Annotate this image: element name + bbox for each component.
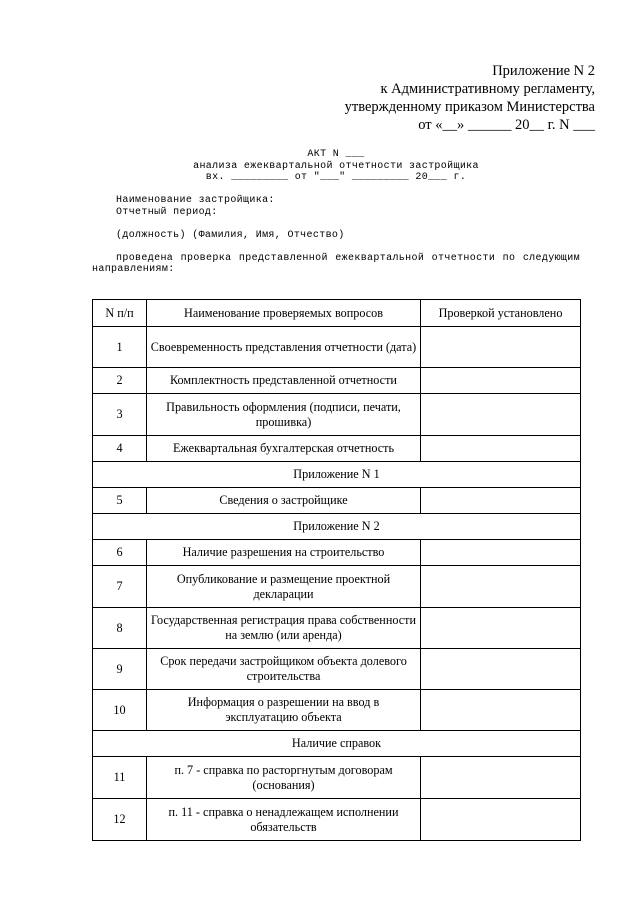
row-result (421, 566, 581, 608)
table-row (93, 649, 581, 690)
table-row (93, 394, 581, 436)
act-subtitle: анализа ежеквартальной отчетности застройщика (193, 160, 479, 172)
row-number: 2 (93, 368, 147, 394)
table-row (93, 436, 581, 462)
row-result (421, 757, 581, 799)
table-row (93, 368, 581, 394)
table-row (93, 566, 581, 608)
row-number: 9 (93, 649, 147, 690)
row-result (421, 540, 581, 566)
act-incoming: вх. _________ от "___" _________ 20___ г. (205, 172, 467, 183)
section-label: Приложение N 1 (93, 462, 581, 488)
row-question: Ежеквартальная бухгалтерская отчетность (147, 436, 421, 462)
row-number: 3 (93, 394, 147, 436)
section-label: Наличие справок (93, 731, 581, 757)
table-row (93, 488, 581, 514)
row-result (421, 436, 581, 462)
act-intro: проведена проверка представленной ежеквартальной отчетности по следующим направлениям: (92, 252, 580, 275)
appendix-number: Приложение N 2 (492, 63, 595, 79)
row-result (421, 799, 581, 841)
row-result (421, 690, 581, 731)
table-row (93, 540, 581, 566)
inspection-table (92, 299, 581, 841)
row-number: 10 (93, 690, 147, 731)
table-row (93, 608, 581, 649)
row-number: 4 (93, 436, 147, 462)
row-number: 7 (93, 566, 147, 608)
section-label: Приложение N 2 (93, 514, 581, 540)
act-block (92, 149, 580, 276)
row-result (421, 608, 581, 649)
row-number: 1 (93, 327, 147, 368)
row-question: Наличие разрешения на строительство (147, 540, 421, 566)
row-result (421, 368, 581, 394)
row-question: Правильность оформления (подписи, печати, прошивка) (147, 394, 421, 436)
row-number: 12 (93, 799, 147, 841)
row-question: Опубликование и размещение проектной декларации (147, 566, 421, 608)
row-number: 8 (93, 608, 147, 649)
row-result (421, 649, 581, 690)
row-question: Информация о разрешении на ввод в эксплуатацию объекта (147, 690, 421, 731)
row-result (421, 488, 581, 514)
row-result (421, 327, 581, 368)
section-row (93, 462, 581, 488)
row-question: п. 11 - справка о ненадлежащем исполнении обязательств (147, 799, 421, 841)
table-row (93, 799, 581, 841)
row-number: 6 (93, 540, 147, 566)
row-number: 5 (93, 488, 147, 514)
row-question: Государственная регистрация права собственности на землю (или аренда) (147, 608, 421, 649)
row-question: Сведения о застройщике (147, 488, 421, 514)
header-number: N п/п (93, 300, 147, 327)
appendix-order: утвержденному приказом Министерства (344, 99, 595, 115)
row-question: Комплектность представленной отчетности (147, 368, 421, 394)
table-row (93, 757, 581, 799)
row-question: п. 7 - справка по расторгнутым договорам (основания) (147, 757, 421, 799)
section-row (93, 731, 581, 757)
table-row (93, 327, 581, 368)
act-title: АКТ N ___ (307, 149, 365, 160)
developer-name-label: Наименование застройщика: (116, 195, 275, 206)
header-result: Проверкой установлено (421, 300, 581, 327)
row-result (421, 394, 581, 436)
appendix-regulation: к Административному регламенту, (380, 81, 595, 97)
header-question: Наименование проверяемых вопросов (147, 300, 421, 327)
appendix-header (345, 62, 595, 134)
table-header-row (93, 300, 581, 327)
row-question: Своевременность представления отчетности (дата) (147, 327, 421, 368)
table-row (93, 690, 581, 731)
appendix-date-number: от «__» ______ 20__ г. N ___ (418, 117, 595, 133)
row-question: Срок передачи застройщиком объекта долевого строительства (147, 649, 421, 690)
row-number: 11 (93, 757, 147, 799)
section-row (93, 514, 581, 540)
position-line: (должность) (Фамилия, Имя, Отчество) (116, 229, 345, 241)
period-label: Отчетный период: (116, 206, 218, 218)
